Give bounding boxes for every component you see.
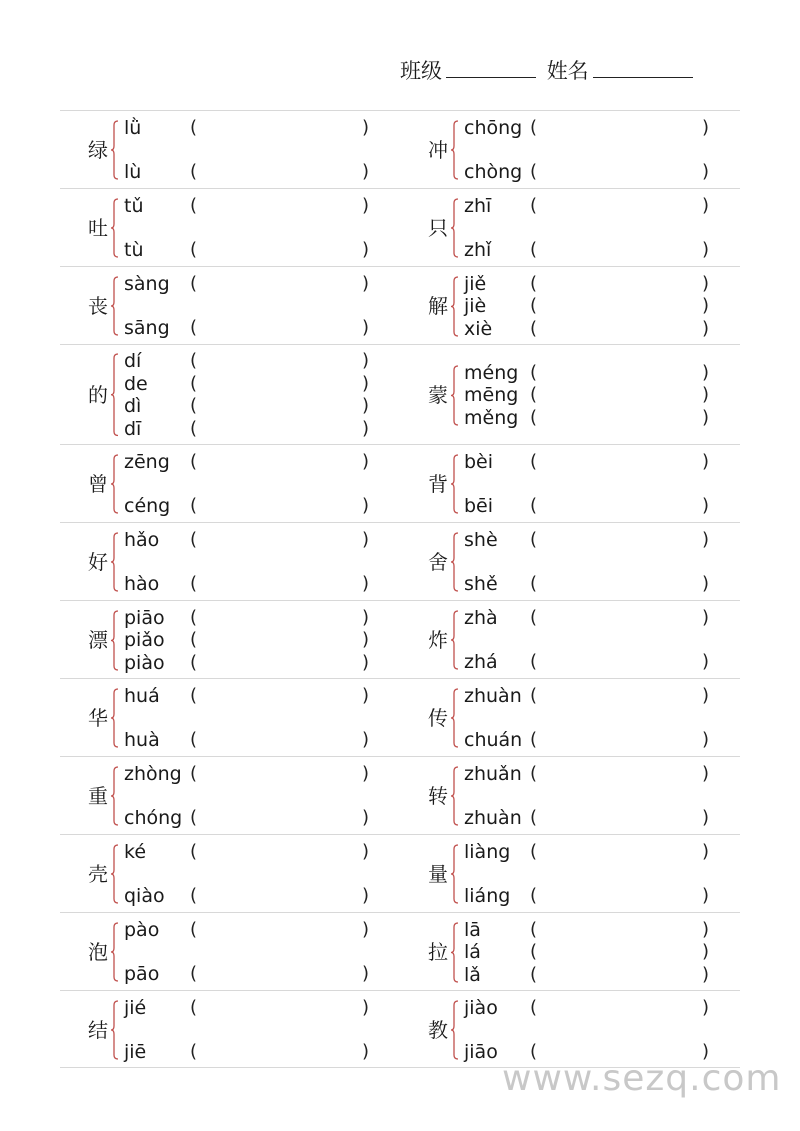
answer-paren-open[interactable]: ( bbox=[530, 451, 538, 472]
reading-line bbox=[400, 885, 740, 907]
answer-paren-close[interactable]: ) bbox=[362, 606, 370, 628]
answer-paren-close[interactable]: ) bbox=[702, 195, 710, 216]
answer-paren-open[interactable]: ( bbox=[190, 495, 198, 516]
reading-line bbox=[400, 273, 740, 295]
hanzi-character: 拉 bbox=[428, 940, 448, 964]
pinyin: dī bbox=[124, 417, 142, 440]
answer-paren-open[interactable]: ( bbox=[190, 997, 198, 1018]
answer-paren-open[interactable]: ( bbox=[530, 651, 538, 672]
entry-left bbox=[60, 835, 400, 912]
entry-left bbox=[60, 523, 400, 600]
reading-line bbox=[400, 384, 740, 406]
reading-line bbox=[60, 685, 400, 707]
hanzi-character: 好 bbox=[88, 550, 108, 574]
reading-line bbox=[400, 997, 740, 1019]
answer-paren-close[interactable]: ) bbox=[362, 651, 370, 673]
table-row bbox=[60, 600, 740, 678]
reading-line bbox=[60, 729, 400, 751]
answer-paren-close[interactable]: ) bbox=[702, 1041, 710, 1062]
entry-right bbox=[400, 189, 740, 266]
hanzi-character: 背 bbox=[428, 472, 448, 496]
pinyin: chóng bbox=[124, 807, 183, 829]
answer-paren-close[interactable]: ) bbox=[702, 161, 710, 182]
answer-paren-open[interactable]: ( bbox=[530, 1041, 538, 1062]
pinyin: lǎ bbox=[464, 963, 481, 986]
pinyin: lā bbox=[464, 918, 481, 941]
reading-line bbox=[60, 495, 400, 517]
answer-paren-close[interactable]: ) bbox=[702, 361, 710, 383]
pinyin: céng bbox=[124, 495, 171, 517]
answer-paren-close[interactable]: ) bbox=[362, 807, 370, 828]
table-row bbox=[60, 188, 740, 266]
pinyin: huá bbox=[124, 685, 160, 707]
answer-paren-open[interactable]: ( bbox=[190, 885, 198, 906]
hanzi-character: 结 bbox=[88, 1018, 108, 1042]
answer-paren-open[interactable]: ( bbox=[530, 272, 538, 294]
answer-paren-open[interactable]: ( bbox=[190, 807, 198, 828]
entry-right bbox=[400, 111, 740, 188]
hanzi-character: 解 bbox=[428, 294, 448, 318]
reading-line bbox=[60, 841, 400, 863]
pinyin: zhòng bbox=[124, 763, 182, 785]
pinyin: piāo bbox=[124, 606, 165, 629]
entry-right bbox=[400, 445, 740, 522]
answer-paren-close[interactable]: ) bbox=[362, 395, 370, 417]
answer-paren-close[interactable]: ) bbox=[702, 918, 710, 940]
hanzi-character: 绿 bbox=[88, 138, 108, 162]
name-label: 姓名 bbox=[546, 59, 589, 83]
pinyin: sàng bbox=[124, 273, 170, 295]
pinyin: jiē bbox=[124, 1041, 147, 1063]
answer-paren-close[interactable]: ) bbox=[362, 273, 370, 294]
reading-line bbox=[60, 395, 400, 417]
reading-line bbox=[60, 652, 400, 674]
pinyin: lù bbox=[124, 161, 142, 183]
entry-right bbox=[400, 757, 740, 834]
reading-line bbox=[400, 295, 740, 317]
hanzi-character: 重 bbox=[88, 784, 108, 808]
pinyin: pào bbox=[124, 919, 160, 941]
reading-line bbox=[60, 418, 400, 440]
reading-line bbox=[60, 919, 400, 941]
pinyin: ké bbox=[124, 841, 147, 863]
answer-paren-close[interactable]: ) bbox=[362, 350, 370, 372]
watermark: www.sezq.com bbox=[502, 1058, 782, 1099]
answer-paren-open[interactable]: ( bbox=[190, 573, 198, 594]
reading-line bbox=[400, 407, 740, 429]
answer-paren-open[interactable]: ( bbox=[190, 529, 198, 550]
answer-paren-close[interactable]: ) bbox=[362, 629, 370, 650]
pinyin: liàng bbox=[464, 841, 511, 863]
reading-line bbox=[400, 729, 740, 751]
hanzi-character: 吐 bbox=[88, 216, 108, 240]
answer-paren-close[interactable]: ) bbox=[702, 963, 710, 985]
pinyin: huà bbox=[124, 729, 160, 751]
answer-paren-close[interactable]: ) bbox=[362, 885, 370, 906]
reading-line bbox=[60, 763, 400, 785]
answer-paren-open[interactable]: ( bbox=[190, 417, 198, 439]
answer-paren-open[interactable]: ( bbox=[530, 529, 538, 550]
entry-right bbox=[400, 601, 740, 678]
entry-left bbox=[60, 345, 400, 444]
pinyin: chòng bbox=[464, 161, 523, 183]
reading-line bbox=[60, 607, 400, 629]
answer-paren-open[interactable]: ( bbox=[530, 963, 538, 985]
answer-paren-close[interactable]: ) bbox=[702, 729, 710, 750]
answer-paren-close[interactable]: ) bbox=[362, 372, 370, 394]
answer-paren-close[interactable]: ) bbox=[362, 239, 370, 260]
class-label: 班级 bbox=[400, 59, 442, 83]
reading-line bbox=[60, 885, 400, 907]
entry-right bbox=[400, 679, 740, 756]
table-row bbox=[60, 678, 740, 756]
pinyin: piào bbox=[124, 651, 165, 674]
reading-line bbox=[400, 117, 740, 139]
hanzi-character: 壳 bbox=[88, 862, 108, 886]
reading-line bbox=[400, 195, 740, 217]
answer-paren-open[interactable]: ( bbox=[190, 963, 198, 984]
answer-paren-open[interactable]: ( bbox=[530, 295, 538, 316]
hanzi-character: 炸 bbox=[428, 628, 448, 652]
answer-paren-open[interactable]: ( bbox=[190, 729, 198, 750]
pinyin: lá bbox=[464, 941, 481, 963]
table-row bbox=[60, 444, 740, 522]
reading-line bbox=[400, 685, 740, 707]
answer-paren-close[interactable]: ) bbox=[362, 963, 370, 984]
answer-paren-open[interactable]: ( bbox=[190, 395, 198, 417]
pinyin: zhuàn bbox=[464, 685, 522, 707]
table-row bbox=[60, 990, 740, 1068]
reading-line bbox=[60, 195, 400, 217]
reading-line bbox=[400, 763, 740, 785]
pinyin: xiè bbox=[464, 317, 493, 340]
entry-left bbox=[60, 445, 400, 522]
hanzi-character: 舍 bbox=[428, 550, 448, 574]
reading-line bbox=[60, 997, 400, 1019]
answer-paren-open[interactable]: ( bbox=[530, 763, 538, 784]
answer-paren-close[interactable]: ) bbox=[702, 495, 710, 516]
entry-left bbox=[60, 757, 400, 834]
pinyin: zhuàn bbox=[464, 807, 522, 829]
answer-paren-open[interactable]: ( bbox=[190, 919, 198, 940]
answer-paren-open[interactable]: ( bbox=[530, 161, 538, 182]
reading-line bbox=[400, 318, 740, 340]
reading-line bbox=[400, 964, 740, 986]
reading-line bbox=[60, 807, 400, 829]
answer-paren-close[interactable]: ) bbox=[702, 841, 710, 862]
answer-paren-open[interactable]: ( bbox=[190, 629, 198, 650]
reading-line bbox=[400, 573, 740, 595]
answer-paren-close[interactable]: ) bbox=[702, 885, 710, 906]
table-row bbox=[60, 266, 740, 344]
answer-paren-open[interactable]: ( bbox=[190, 451, 198, 472]
reading-line bbox=[400, 651, 740, 673]
answer-paren-open[interactable]: ( bbox=[530, 807, 538, 828]
pinyin: zhǐ bbox=[464, 239, 492, 261]
reading-line bbox=[60, 451, 400, 473]
name-blank[interactable] bbox=[593, 59, 693, 78]
hanzi-character: 华 bbox=[88, 706, 108, 730]
pinyin: jiào bbox=[464, 997, 498, 1019]
answer-paren-close[interactable]: ) bbox=[702, 406, 710, 428]
pinyin: shè bbox=[464, 529, 498, 551]
pinyin: bēi bbox=[464, 495, 494, 517]
hanzi-character: 转 bbox=[428, 784, 448, 808]
entry-left bbox=[60, 189, 400, 266]
answer-paren-close[interactable]: ) bbox=[702, 117, 710, 138]
answer-paren-open[interactable]: ( bbox=[190, 685, 198, 706]
reading-line bbox=[60, 573, 400, 595]
pinyin: hǎo bbox=[124, 529, 160, 551]
answer-paren-open[interactable]: ( bbox=[530, 406, 538, 428]
answer-paren-open[interactable]: ( bbox=[190, 651, 198, 673]
answer-paren-open[interactable]: ( bbox=[530, 607, 538, 628]
reading-line bbox=[60, 373, 400, 395]
reading-line bbox=[60, 317, 400, 339]
answer-paren-close[interactable]: ) bbox=[702, 451, 710, 472]
answer-paren-close[interactable]: ) bbox=[362, 841, 370, 862]
header bbox=[400, 55, 697, 85]
pinyin: jiè bbox=[464, 295, 487, 317]
reading-line bbox=[400, 451, 740, 473]
answer-paren-close[interactable]: ) bbox=[362, 451, 370, 472]
answer-paren-close[interactable]: ) bbox=[362, 997, 370, 1018]
answer-paren-close[interactable]: ) bbox=[362, 195, 370, 216]
pinyin: zhá bbox=[464, 651, 498, 673]
answer-paren-close[interactable]: ) bbox=[362, 529, 370, 550]
table-row bbox=[60, 756, 740, 834]
answer-paren-open[interactable]: ( bbox=[530, 729, 538, 750]
answer-paren-open[interactable]: ( bbox=[190, 273, 198, 294]
hanzi-character: 教 bbox=[428, 1018, 448, 1042]
pinyin: zhuǎn bbox=[464, 763, 522, 785]
entry-right bbox=[400, 913, 740, 990]
pinyin: tù bbox=[124, 239, 144, 261]
pinyin: zhà bbox=[464, 607, 498, 629]
pinyin: sāng bbox=[124, 317, 170, 339]
pinyin: jié bbox=[124, 997, 147, 1019]
table-row bbox=[60, 110, 740, 188]
answer-paren-open[interactable]: ( bbox=[530, 117, 538, 138]
entry-left bbox=[60, 267, 400, 344]
answer-paren-close[interactable]: ) bbox=[702, 573, 710, 594]
answer-paren-open[interactable]: ( bbox=[190, 763, 198, 784]
entry-left bbox=[60, 601, 400, 678]
answer-paren-open[interactable]: ( bbox=[530, 384, 538, 405]
reading-line bbox=[60, 963, 400, 985]
hanzi-character: 的 bbox=[88, 383, 108, 407]
answer-paren-open[interactable]: ( bbox=[190, 841, 198, 862]
answer-paren-open[interactable]: ( bbox=[190, 117, 198, 138]
table-row bbox=[60, 912, 740, 990]
answer-paren-close[interactable]: ) bbox=[362, 763, 370, 784]
answer-paren-open[interactable]: ( bbox=[190, 606, 198, 628]
answer-paren-close[interactable]: ) bbox=[362, 919, 370, 940]
answer-paren-open[interactable]: ( bbox=[530, 997, 538, 1018]
reading-line bbox=[60, 161, 400, 183]
reading-line bbox=[60, 629, 400, 651]
answer-paren-close[interactable]: ) bbox=[702, 807, 710, 828]
pinyin: qiào bbox=[124, 885, 165, 907]
hanzi-character: 只 bbox=[428, 216, 448, 240]
pinyin: chuán bbox=[464, 729, 523, 751]
pinyin: liáng bbox=[464, 885, 511, 907]
hanzi-character: 蒙 bbox=[428, 383, 448, 407]
pinyin: dí bbox=[124, 350, 142, 373]
answer-paren-close[interactable]: ) bbox=[702, 685, 710, 706]
answer-paren-open[interactable]: ( bbox=[190, 239, 198, 260]
answer-paren-close[interactable]: ) bbox=[702, 239, 710, 260]
answer-paren-close[interactable]: ) bbox=[362, 495, 370, 516]
reading-line bbox=[400, 841, 740, 863]
answer-paren-close[interactable]: ) bbox=[362, 161, 370, 182]
pinyin: piǎo bbox=[124, 629, 165, 651]
answer-paren-close[interactable]: ) bbox=[362, 729, 370, 750]
pinyin: dì bbox=[124, 395, 142, 418]
pinyin: jiě bbox=[464, 272, 487, 295]
answer-paren-close[interactable]: ) bbox=[702, 295, 710, 316]
hanzi-character: 冲 bbox=[428, 138, 448, 162]
answer-paren-open[interactable]: ( bbox=[530, 841, 538, 862]
reading-line bbox=[400, 362, 740, 384]
answer-paren-open[interactable]: ( bbox=[530, 918, 538, 940]
answer-paren-close[interactable]: ) bbox=[702, 941, 710, 962]
answer-paren-open[interactable]: ( bbox=[530, 941, 538, 962]
answer-paren-close[interactable]: ) bbox=[362, 417, 370, 439]
answer-paren-open[interactable]: ( bbox=[530, 685, 538, 706]
answer-paren-open[interactable]: ( bbox=[530, 317, 538, 339]
reading-line bbox=[400, 607, 740, 629]
pinyin: mēng bbox=[464, 384, 519, 406]
answer-paren-close[interactable]: ) bbox=[702, 317, 710, 339]
answer-paren-close[interactable]: ) bbox=[702, 607, 710, 628]
answer-paren-close[interactable]: ) bbox=[702, 272, 710, 294]
table-row bbox=[60, 522, 740, 600]
pinyin: hào bbox=[124, 573, 160, 595]
class-blank[interactable] bbox=[446, 59, 536, 78]
answer-paren-close[interactable]: ) bbox=[362, 317, 370, 338]
pinyin: de bbox=[124, 372, 148, 395]
pinyin: méng bbox=[464, 361, 519, 384]
answer-paren-open[interactable]: ( bbox=[190, 161, 198, 182]
answer-paren-close[interactable]: ) bbox=[702, 384, 710, 405]
entry-right bbox=[400, 345, 740, 444]
answer-paren-open[interactable]: ( bbox=[190, 1041, 198, 1062]
answer-paren-close[interactable]: ) bbox=[362, 117, 370, 138]
entry-right bbox=[400, 835, 740, 912]
answer-paren-close[interactable]: ) bbox=[702, 763, 710, 784]
answer-paren-open[interactable]: ( bbox=[190, 372, 198, 394]
hanzi-character: 漂 bbox=[88, 628, 108, 652]
reading-line bbox=[400, 161, 740, 183]
answer-paren-close[interactable]: ) bbox=[362, 573, 370, 594]
answer-paren-open[interactable]: ( bbox=[530, 495, 538, 516]
reading-line bbox=[400, 941, 740, 963]
pinyin: zēng bbox=[124, 451, 170, 473]
reading-line bbox=[400, 919, 740, 941]
answer-paren-open[interactable]: ( bbox=[530, 239, 538, 260]
reading-line bbox=[60, 1041, 400, 1063]
answer-paren-open[interactable]: ( bbox=[530, 573, 538, 594]
entry-right bbox=[400, 991, 740, 1067]
reading-line bbox=[400, 807, 740, 829]
answer-paren-close[interactable]: ) bbox=[702, 529, 710, 550]
reading-line bbox=[60, 350, 400, 372]
answer-paren-open[interactable]: ( bbox=[190, 195, 198, 216]
entry-right bbox=[400, 267, 740, 344]
answer-paren-open[interactable]: ( bbox=[530, 361, 538, 383]
pinyin: lǜ bbox=[124, 117, 142, 139]
answer-paren-close[interactable]: ) bbox=[702, 997, 710, 1018]
polyphone-table bbox=[60, 110, 740, 1068]
pinyin: tǔ bbox=[124, 195, 144, 217]
answer-paren-open[interactable]: ( bbox=[530, 195, 538, 216]
hanzi-character: 丧 bbox=[88, 294, 108, 318]
answer-paren-open[interactable]: ( bbox=[530, 885, 538, 906]
answer-paren-open[interactable]: ( bbox=[190, 350, 198, 372]
reading-line bbox=[400, 529, 740, 551]
reading-line bbox=[400, 239, 740, 261]
pinyin: chōng bbox=[464, 117, 523, 139]
reading-line bbox=[60, 529, 400, 551]
table-row bbox=[60, 834, 740, 912]
pinyin: shě bbox=[464, 573, 498, 595]
table-row bbox=[60, 344, 740, 444]
pinyin: jiāo bbox=[464, 1041, 498, 1063]
entry-left bbox=[60, 913, 400, 990]
reading-line bbox=[400, 495, 740, 517]
answer-paren-close[interactable]: ) bbox=[702, 651, 710, 672]
entry-left bbox=[60, 679, 400, 756]
hanzi-character: 曾 bbox=[88, 472, 108, 496]
answer-paren-open[interactable]: ( bbox=[190, 317, 198, 338]
reading-line bbox=[60, 273, 400, 295]
entry-left bbox=[60, 991, 400, 1067]
entry-left bbox=[60, 111, 400, 188]
pinyin: zhī bbox=[464, 195, 492, 217]
reading-line bbox=[60, 117, 400, 139]
pinyin: pāo bbox=[124, 963, 160, 985]
answer-paren-close[interactable]: ) bbox=[362, 685, 370, 706]
hanzi-character: 量 bbox=[428, 862, 448, 886]
entry-right bbox=[400, 523, 740, 600]
answer-paren-close[interactable]: ) bbox=[362, 1041, 370, 1062]
hanzi-character: 泡 bbox=[88, 940, 108, 964]
reading-line bbox=[60, 239, 400, 261]
hanzi-character: 传 bbox=[428, 706, 448, 730]
pinyin: bèi bbox=[464, 451, 494, 473]
pinyin: měng bbox=[464, 406, 519, 429]
